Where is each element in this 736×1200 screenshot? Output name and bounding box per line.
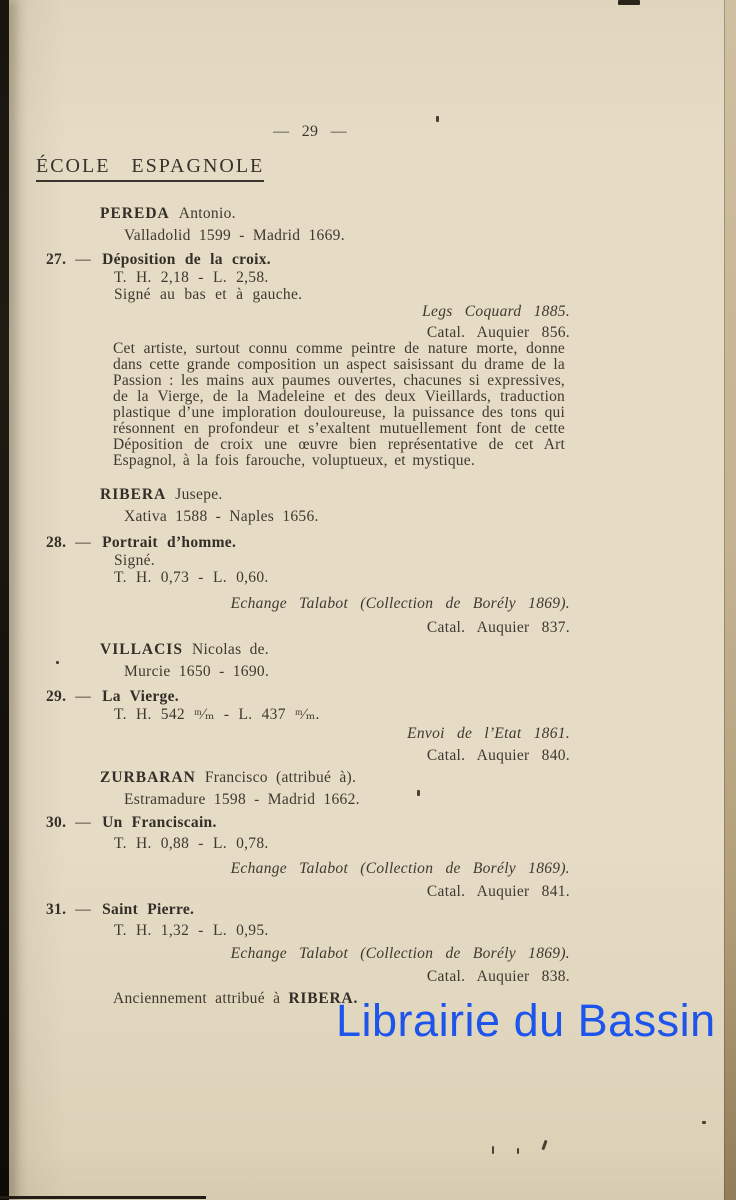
catalog-ref: Catal. Auquier 841.	[426, 883, 570, 900]
scan-speck	[702, 1121, 706, 1124]
work-dimensions: T. H. 542 ᵐ⁄ₘ - L. 437 ᵐ⁄ₘ.	[114, 706, 320, 723]
work-title-line	[46, 814, 736, 831]
provenance: Envoi de l’Etat 1861.	[407, 725, 570, 742]
work-dimensions: T. H. 0,73 - L. 0,60.	[114, 569, 269, 586]
watermark-text: Librairie du Bassin	[336, 995, 716, 1046]
work-title-line	[46, 901, 736, 918]
dash: —	[75, 814, 92, 831]
page-stack-edge	[724, 0, 736, 1200]
artist-given-name: Jusepe.	[175, 486, 223, 503]
work-title: Déposition de la croix.	[102, 251, 271, 268]
provenance: Echange Talabot (Collection de Borély 1869).	[230, 860, 570, 877]
artist-name: PEREDA	[100, 205, 170, 222]
work-title-line	[46, 251, 736, 268]
scan-speck	[436, 116, 439, 122]
section-heading: ÉCOLE ESPAGNOLE	[36, 155, 264, 182]
scan-speck	[492, 1146, 494, 1154]
work-title: Saint Pierre.	[102, 901, 195, 918]
dash: —	[75, 534, 92, 551]
work-title-line	[46, 688, 736, 705]
work-signature-note: Signé.	[114, 552, 155, 569]
scan-speck	[541, 1140, 547, 1150]
artist-name: RIBERA	[100, 486, 167, 503]
work-title: Portrait d’homme.	[102, 534, 237, 551]
work-number: 30.	[46, 814, 67, 831]
artist-given-name: Antonio.	[178, 205, 236, 222]
scan-speck	[517, 1148, 519, 1154]
binding-edge	[0, 0, 9, 1200]
artist-name-line	[100, 641, 736, 658]
provenance: Echange Talabot (Collection de Borély 1869).	[230, 945, 570, 962]
artist-name-line	[100, 769, 736, 786]
artist-name: VILLACIS	[100, 641, 183, 658]
section-heading-line	[36, 155, 736, 182]
artist-given-name: Francisco (attribué à).	[204, 769, 357, 786]
artist-dates: Murcie 1650 - 1690.	[124, 663, 270, 680]
description-paragraph: Cet artiste, surtout connu comme peintre de nature morte, donne dans cette grande composition un aspect saisissant du drame de la Passion : les mains aux paumes ouvertes, chacunes si expressives, de la Vierge, de la Madeleine et des deux Vieillards, traduction plastique d’une imploration douloureuse, la puissance des tons qui résonnent en profondeur et s’exaltent mutuellement font de cette Déposition de croix une œuvre bien représentative de cet Art Espagnol, à la fois farouche, voluptueux, et mystique.	[113, 340, 565, 469]
artist-given-name: Nicolas de.	[191, 641, 269, 658]
work-number: 28.	[46, 534, 67, 551]
work-signature-note: Signé au bas et à gauche.	[114, 286, 303, 303]
work-title: La Vierge.	[102, 688, 179, 705]
work-number: 31.	[46, 901, 67, 918]
artist-name-line	[100, 205, 736, 222]
work-number: 27.	[46, 251, 67, 268]
dash: —	[75, 901, 92, 918]
scan-artifact-line	[0, 1196, 206, 1199]
artist-dates: Valladolid 1599 - Madrid 1669.	[124, 227, 345, 244]
scan-speck	[618, 0, 640, 5]
work-title: Un Franciscain.	[102, 814, 217, 831]
artist-name: ZURBARAN	[100, 769, 196, 786]
attribution-note-text: Anciennement attribué à	[113, 990, 289, 1007]
dash: —	[75, 251, 92, 268]
provenance: Echange Talabot (Collection de Borély 1869).	[230, 595, 570, 612]
work-dimensions: T. H. 2,18 - L. 2,58.	[114, 269, 269, 286]
work-dimensions: T. H. 1,32 - L. 0,95.	[114, 922, 269, 939]
page-number: — 29 —	[273, 123, 347, 140]
catalog-ref: Catal. Auquier 837.	[426, 619, 570, 636]
work-number: 29.	[46, 688, 67, 705]
work-title-line	[46, 534, 736, 551]
work-dimensions: T. H. 0,88 - L. 0,78.	[114, 835, 269, 852]
scan-speck	[56, 661, 59, 664]
catalog-ref: Catal. Auquier 856.	[426, 324, 570, 341]
dash: —	[75, 688, 92, 705]
artist-name-line	[100, 486, 736, 503]
catalog-ref: Catal. Auquier 840.	[426, 747, 570, 764]
provenance: Legs Coquard 1885.	[422, 303, 570, 320]
artist-dates: Xativa 1588 - Naples 1656.	[124, 508, 319, 525]
attribution-artist: RIBERA.	[288, 990, 359, 1007]
artist-dates: Estramadure 1598 - Madrid 1662.	[124, 791, 360, 808]
scan-speck	[417, 790, 420, 796]
catalog-ref: Catal. Auquier 838.	[426, 968, 570, 985]
